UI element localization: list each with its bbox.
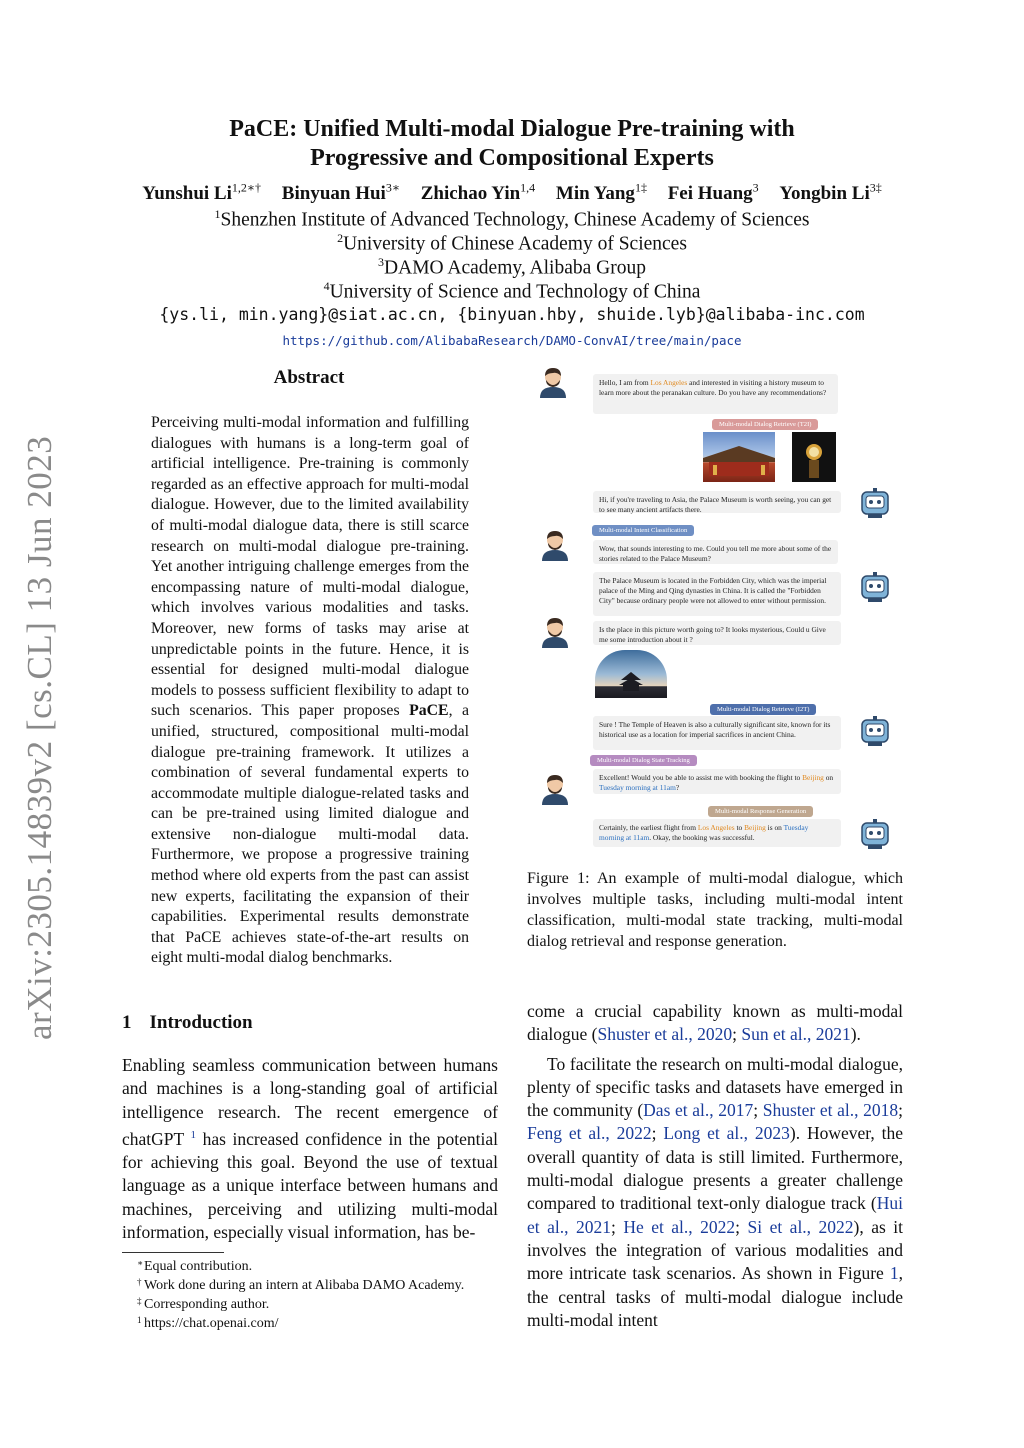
author-emails: {ys.li, min.yang}@siat.ac.cn, {binyuan.hby, shuide.lyb}@alibaba-inc.com	[159, 305, 865, 324]
title-line-1: PaCE: Unified Multi-modal Dialogue Pre-training with	[229, 116, 795, 142]
title-line-2: Progressive and Compositional Experts	[310, 145, 714, 171]
robot-avatar-icon	[858, 486, 892, 520]
intro-paragraph: come a crucial capability known as multi-modal dialogue (Shuster et al., 2020; Sun et al., 2021).	[527, 1001, 903, 1045]
affiliation: $^2$University of Chinese Academy of Sciences	[337, 231, 687, 255]
user-avatar-icon	[538, 772, 572, 806]
intro-paragraph: To facilitate the research on multi-modal dialogue, plenty of specific tasks and datasets have emerged in the community (Das et al., 2017; Shuster et al., 2018; Feng et al., 2022; Long et al., 2023). However, the overall quantity of data is still limited. Furthermore, multi-modal dialogue presents a greater challenge compared to traditional text-only dialogue track (Hui et al., 2021; He et al., 2022; Si et al., 2022), as it involves the integration of various modalities and more intricate task scenarios. As shown in Figure 1, the central tasks of multi-modal dialogue include multi-modal intent	[527, 1053, 903, 1330]
affiliation: $^1$Shenzhen Institute of Advanced Technology, Chinese Academy of Sciences	[214, 207, 810, 231]
intro-paragraph: Enabling seamless communication between humans and machines is a long-standing goal of artificial intelligence research. The recent emergence of chatGPT $^1$ has increased confidence in the potential for achieving this goal. Beyond the use of textual language as a unique interface between humans and machines, perceiving and utilizing multi-modal information, especially visual information, has be-	[122, 1055, 498, 1242]
figure-caption: Figure 1: An example of multi-modal dialogue, which involves multiple tasks, including multi-modal intent classification, multi-modal state tracking, multi-modal dialog retrieval and response generation.	[527, 870, 903, 950]
bot-message: Hi, if you're traveling to Asia, the Palace Museum is worth seeing, you can get to see many ancient artifacts there.	[593, 491, 841, 513]
author: Zhichao Yin$^{1,4}$	[420, 181, 536, 205]
bot-message: Certainly, the earliest flight from Los Angeles to Beijing is on Tuesday morning at 11am. Okay, the booking was successful.	[593, 819, 841, 847]
intro-right-column	[527, 1000, 903, 1332]
author-list	[100, 181, 924, 205]
temple-of-heaven-photo	[595, 650, 667, 698]
task-tag: Multi-modal Dialog State Tracking	[590, 755, 697, 766]
bot-message: The Palace Museum is located in the Forbidden City, which was the imperial palace of the Ming and Qing dynasties in China. It is called the "Forbidden City" because ordinary people were not allowed to enter without permission.	[593, 572, 841, 616]
author: Binyuan Hui$^{3∗}$	[281, 181, 400, 205]
palace-museum-photo	[703, 432, 775, 482]
citation-link[interactable]: Feng et al., 2022	[527, 1123, 652, 1144]
abstract-body: Perceiving multi-modal information and fulfilling dialogues with humans is a long-term goal of artificial intelligence. Pre-training is commonly regarded as an effective approach for multi-modal dialogue. However, due to the limited availability of multi-modal dialogue data, there is still scarce research on multi-modal dialogue pre-training. Yet another intriguing challenge emerges from the encompassing nature of multi-modal dialogue, which involves various modalities and tasks. Moreover, new forms of tasks may arise at unpredictable points in the future. Hence, it is essential for designed multi-modal dialogue models to possess sufficient flexibility to adapt to such scenarios. This paper proposes PaCE, a unified, structured, compositional multi-modal dialogue pre-training framework. It utilizes a combination of several fundamental experts to accommodate multiple dialogue-related tasks and can be pre-trained using limited dialogue and extensive non-dialogue multi-modal data. Furthermore, we propose a progressive training method where old experts from the past can assist new experts, facilitating the expansion of their capabilities. Experimental results demonstrate that PaCE achieves state-of-the-art results on eight multi-modal dialog benchmarks.	[151, 414, 469, 967]
affiliation: $^4$University of Science and Technology of China	[323, 279, 701, 303]
task-tag: Multi-modal Dialog Retrieve (I2T)	[710, 704, 816, 715]
abstract-heading: Abstract	[273, 367, 345, 388]
arxiv-identifier: arXiv:2305.14839v2 [cs.CL] 13 Jun 2023	[20, 435, 59, 1040]
footnotes	[137, 1257, 524, 1333]
user-message: Excellent! Would you be able to assist me with booking the flight to Beijing on Tuesday morning at 11am?	[593, 769, 841, 794]
citation-link[interactable]: Long et al., 2023	[663, 1123, 790, 1144]
task-tag: Multi-modal Intent Classification	[592, 525, 694, 536]
figure-1	[528, 362, 908, 858]
author: Yongbin $Li^{3\ddagger}$	[779, 181, 882, 205]
citation-link[interactable]: Shuster et al., 2020	[597, 1024, 733, 1045]
user-message: Hello, I am from Los Angeles and interested in visiting a history museum to learn more about the peranakan culture. Do you have any recommendations?	[593, 374, 838, 414]
footnote: ∗ Equal contribution.	[137, 1258, 253, 1274]
night-clock-photo	[792, 432, 836, 482]
section-heading-introduction: 1 Introduction	[122, 1012, 253, 1033]
robot-avatar-icon	[858, 817, 892, 851]
bot-message: Sure ! The Temple of Heaven is also a culturally significant site, known for its historical use as a location for imperial sacrifices in ancient China.	[593, 716, 841, 750]
task-tag: Multi-modal Dialog Retrieve (T2I)	[712, 419, 818, 430]
figure-ref-link[interactable]: 1	[889, 1263, 899, 1284]
citation-link[interactable]: Sun et al., 2021	[741, 1024, 851, 1045]
user-avatar-icon	[538, 615, 572, 649]
task-tag: Multi-modal Response Generation	[708, 806, 813, 817]
affiliation: $^3$DAMO Academy, Alibaba Group	[378, 255, 646, 279]
citation-link[interactable]: Si et al., 2022	[747, 1216, 854, 1237]
user-message: Wow, that sounds interesting to me. Could you tell me more about some of the stories related to the Palace Museum?	[593, 540, 838, 564]
author: Fei Huang$^3$	[667, 181, 759, 205]
footnote-divider	[122, 1252, 224, 1253]
user-avatar-icon	[536, 365, 570, 399]
robot-avatar-icon	[858, 714, 892, 748]
footnote: ‡ Corresponding author.	[137, 1296, 270, 1312]
footnote-ref[interactable]: 1	[190, 1128, 196, 1141]
user-avatar-icon	[538, 528, 572, 562]
user-message: Is the place in this picture worth going to? It looks mysterious, Could u Give me some introduction about it ?	[593, 621, 841, 645]
code-link[interactable]: https://github.com/AlibabaResearch/DAMO-ConvAI/tree/main/pace	[282, 333, 742, 348]
footnote: 1 https://chat.openai.com/	[137, 1315, 279, 1331]
citation-link[interactable]: Das et al., 2017	[643, 1100, 754, 1121]
footnote: † Work done during an intern at Alibaba DAMO Academy.	[137, 1277, 465, 1293]
author: Yunshui $Li^{1,2∗\dagger}$	[142, 181, 262, 205]
paper-title	[120, 115, 904, 173]
citation-link[interactable]: He et al., 2022	[623, 1216, 736, 1237]
author: Min Yang$^{1\ddagger}$	[555, 181, 647, 205]
citation-link[interactable]: Shuster et al., 2018	[762, 1100, 899, 1121]
robot-avatar-icon	[858, 570, 892, 604]
citation-link[interactable]: Hui et al., 2021	[527, 1193, 903, 1237]
